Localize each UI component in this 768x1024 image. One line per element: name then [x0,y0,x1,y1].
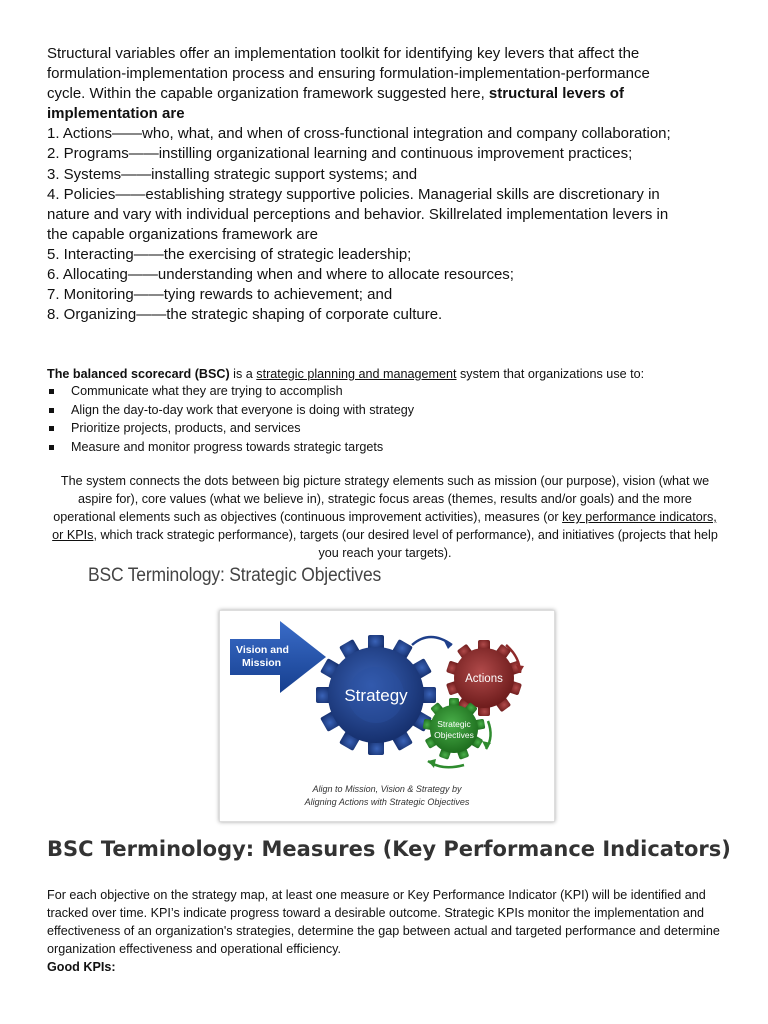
gears-diagram [220,611,554,821]
bsc-text: system that organizations use to: [456,367,645,381]
paragraph-text: cycle. Within the capable organization framework suggested here, [47,85,489,103]
figure-caption: Aligning Actions with Strategic Objectives [304,797,470,807]
system-paragraph [47,472,723,562]
gear-label: Objectives [434,730,474,740]
figure-caption: Align to Mission, Vision & Strategy by [312,784,462,794]
bsc-intro [47,365,737,383]
kpi-link[interactable]: key performance indicators, or KPIs [52,510,717,542]
gear-label: Strategy [344,686,408,705]
bsc-text: is a [229,367,257,381]
strategic-planning-link[interactable]: strategic planning and management [256,367,457,381]
system-text: , which track strategic performance), targets (our desired level of performance), and initiatives (projects that help you reach your targets). [93,528,718,560]
lever-item: 2. Programs——instilling organizational learning and continuous improvement practices; [47,145,633,163]
gear-label: Strategic [437,719,471,729]
paragraph-line: Structural variables offer an implementation toolkit for identifying key levers that affect the [47,45,640,62]
paragraph-line [47,84,737,104]
lever-item: 3. Systems——installing strategic support systems; and [47,165,418,183]
arrow-label: Vision and [236,644,289,656]
bsc-term: The balanced scorecard (BSC) [47,367,230,381]
strategic-objectives-gear-icon [423,698,486,760]
paragraph-line: formulation-implementation process and ensuring formulation-implementation-performance [47,65,650,83]
lever-item: 4. Policies——establishing strategy supportive policies. Managerial skills are discretionary in [47,185,660,203]
lever-item: the capable organizations framework are [47,225,318,243]
lever-item: 1. Actions——who, what, and when of cross-functional integration and company collaboration; [47,125,671,143]
bold-phrase: implementation are [47,105,185,123]
list-item: Measure and monitor progress towards strategic targets [47,438,737,457]
lever-item: 5. Interacting——the exercising of strategic leadership; [47,245,412,263]
paragraph-line [47,104,737,124]
list-item: Prioritize projects, products, and services [47,419,737,438]
gear-label: Actions [465,673,503,685]
lever-item: 8. Organizing——the strategic shaping of corporate culture. [47,306,443,324]
list-item: Align the day-to-day work that everyone is doing with strategy [47,401,737,420]
kpi-body: For each objective on the strategy map, at least one measure or Key Performance Indicator (KPI) will be identified and tracked over time. KPI’s indicate progress toward a desirable outcome. Strategic KPIs monitor the implementation and effectiveness of an organization's strategies, determine the gap between actual and targeted performance and determine organization effectiveness and operational efficiency. [47,888,720,956]
kpi-section-heading: BSC Terminology: Measures (Key Performance Indicators) [47,837,731,861]
lever-item: nature and vary with individual perceptions and behavior. Skillrelated implementation levers in [47,205,669,223]
arrow-label: Mission [242,657,282,669]
lever-item: 6. Allocating——understanding when and where to allocate resources; [47,266,514,284]
strategy-gear-icon [316,635,436,755]
bold-phrase: structural levers of [488,85,624,103]
strategic-objectives-figure [219,610,555,822]
system-text: The system connects the dots between big picture strategy elements such as mission (our purpose), vision (what we aspire for), core values (what we believe in), strategic focus areas (themes, results and/or goals) and the more operational elements such as objectives (continuous improvement activities), measures (or [53,474,710,524]
kpi-paragraph [47,886,737,976]
lever-item: 7. Monitoring——tying rewards to achievement; and [47,286,393,304]
structural-levers-paragraph [47,44,737,325]
figure-title: BSC Terminology: Strategic Objectives [88,565,382,586]
bsc-bullet-list [47,382,737,456]
good-kpis-label: Good KPIs: [47,960,116,974]
list-item: Communicate what they are trying to accomplish [47,382,737,401]
